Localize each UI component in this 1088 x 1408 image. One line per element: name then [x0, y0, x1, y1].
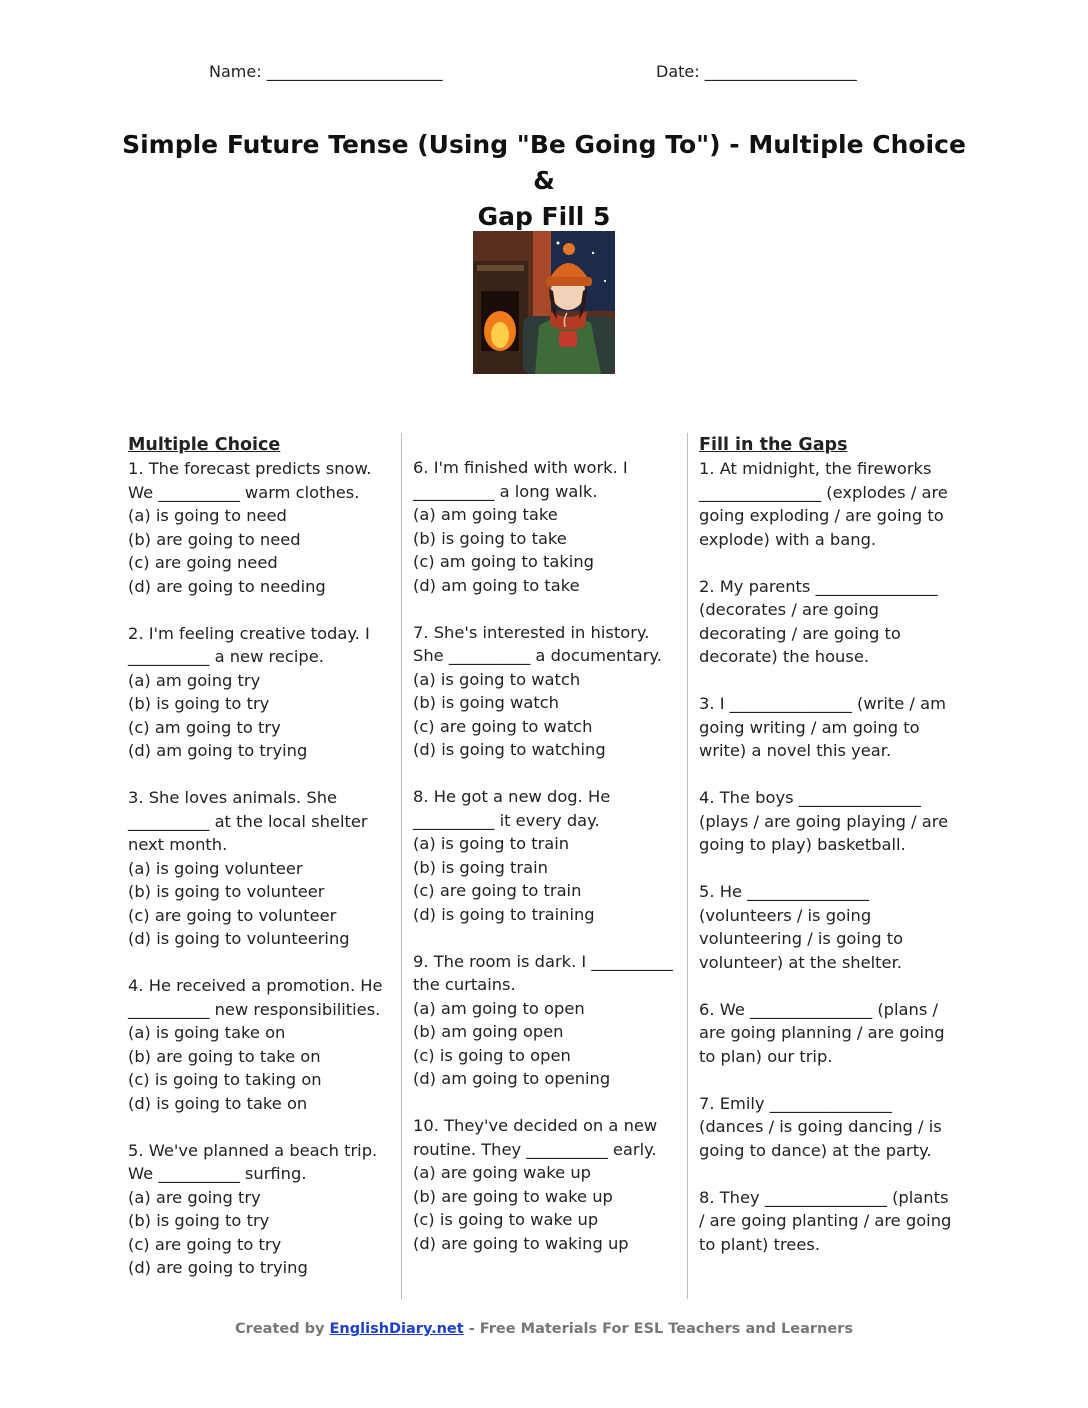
mc-q1-option-d: (d) are going to needing — [128, 576, 326, 596]
mc-q1-line-2: We __________ warm clothes. — [128, 482, 360, 502]
mc-q5-option-c: (c) are going to try — [128, 1234, 282, 1254]
footer-suffix: - Free Materials For ESL Teachers and Learners — [463, 1321, 853, 1337]
mc-q2-option-c: (c) am going to try — [128, 717, 281, 737]
mc-q7-line-1: 7. She's interested in history. — [413, 622, 650, 642]
mc-q8-option-d: (d) is going to training — [413, 904, 595, 924]
gf-q8-line-2: / are going planting / are going — [699, 1211, 952, 1230]
mc-q4-option-a: (a) is going take on — [128, 1023, 286, 1042]
mc-q7-option-c: (c) are going to watch — [413, 716, 593, 736]
mc-q4-line-1: 4. He received a promotion. He — [128, 976, 383, 995]
mc-question — [128, 974, 390, 1115]
mc-q3-line-2: __________ at the local shelter — [128, 811, 368, 831]
mc-q9-option-a: (a) am going to open — [413, 998, 585, 1018]
mc-q6-option-b: (b) is going to take — [413, 528, 567, 548]
column-divider — [401, 433, 402, 1299]
gf-q4-line-1: 4. The boys _______________ — [699, 788, 921, 807]
mc-q9-option-d: (d) am going to opening — [413, 1069, 611, 1088]
mc-q10-line-1: 10. They've decided on a new — [413, 1116, 658, 1135]
gf-q7-line-3: going to dance) at the party. — [699, 1140, 932, 1160]
mc-q3-option-c: (c) are going to volunteer — [128, 905, 337, 925]
mc-q4-option-c: (c) is going to taking on — [128, 1070, 322, 1089]
multiple-choice-column-2 — [413, 456, 675, 1279]
footer — [0, 1321, 1088, 1337]
mc-q1-option-a: (a) is going to need — [128, 506, 287, 525]
mc-q6-option-c: (c) am going to taking — [413, 552, 594, 571]
gf-q6-line-1: 6. We _______________ (plans / — [699, 999, 938, 1019]
mc-q6-option-a: (a) am going take — [413, 505, 558, 524]
mc-q6-line-2: __________ a long walk. — [413, 481, 598, 501]
mc-q4-option-d: (d) is going to take on — [128, 1093, 308, 1113]
englishdiary-link[interactable]: EnglishDiary.net — [329, 1321, 464, 1337]
mc-q3-line-3: next month. — [128, 835, 228, 854]
gf-q8-line-1: 8. They _______________ (plants — [699, 1187, 949, 1207]
mc-q8-option-a: (a) is going to train — [413, 834, 570, 853]
mc-q9-option-c: (c) is going to open — [413, 1045, 571, 1065]
gf-q2-line-4: decorate) the house. — [699, 647, 870, 666]
gf-q2-line-3: decorating / are going to — [699, 623, 901, 643]
gap-fill-question — [699, 1186, 961, 1257]
date-field-label: Date: ___________________ — [656, 62, 857, 81]
gap-fill-column — [699, 433, 961, 1280]
mc-q10-line-2: routine. They __________ early. — [413, 1139, 657, 1159]
gf-q5-line-2: (volunteers / is going — [699, 905, 872, 925]
mc-question — [128, 786, 390, 951]
gf-q5-line-4: volunteer) at the shelter. — [699, 952, 902, 972]
gap-fill-question — [699, 457, 961, 551]
mc-q6-option-d: (d) am going to take — [413, 575, 580, 595]
mc-q2-line-1: 2. I'm feeling creative today. I — [128, 623, 370, 643]
title-line-1: Simple Future Tense (Using "Be Going To") - Multiple Choice & — [122, 130, 966, 195]
mc-q3-option-a: (a) is going volunteer — [128, 858, 303, 878]
mc-q5-option-b: (b) is going to try — [128, 1211, 270, 1230]
mc-question — [413, 456, 675, 597]
mc-q4-line-2: __________ new responsibilities. — [128, 999, 381, 1019]
mc-question — [128, 457, 390, 598]
gf-q1-line-2: _______________ (explodes / are — [699, 482, 948, 502]
gap-fill-question — [699, 1092, 961, 1163]
mc-question — [413, 1114, 675, 1255]
mc-q8-option-c: (c) are going to train — [413, 881, 582, 900]
mc-question — [128, 1139, 390, 1280]
gap-fill-question — [699, 786, 961, 857]
mc-q3-option-d: (d) is going to volunteering — [128, 929, 350, 948]
gf-q3-line-1: 3. I _______________ (write / am — [699, 694, 946, 713]
mc-q2-option-d: (d) am going to trying — [128, 741, 308, 760]
mc-q8-line-2: __________ it every day. — [413, 810, 600, 830]
mc-q5-line-2: We __________ surfing. — [128, 1164, 307, 1183]
gf-q4-line-3: going to play) basketball. — [699, 835, 906, 854]
gf-q5-line-1: 5. He _______________ — [699, 882, 870, 901]
gf-q2-line-1: 2. My parents _______________ — [699, 576, 938, 596]
mc-q3-option-b: (b) is going to volunteer — [128, 882, 325, 901]
gap-fill-heading: Fill in the Gaps — [699, 435, 848, 455]
mc-q2-option-a: (a) am going try — [128, 670, 261, 690]
gap-fill-question — [699, 692, 961, 763]
mc-q5-option-d: (d) are going to trying — [128, 1258, 308, 1277]
gf-q4-line-2: (plays / are going playing / are — [699, 811, 949, 831]
mc-q1-option-c: (c) are going need — [128, 553, 278, 572]
title-line-2: Gap Fill 5 — [477, 202, 611, 231]
mc-q2-option-b: (b) is going to try — [128, 694, 270, 713]
gf-q7-line-1: 7. Emily _______________ — [699, 1093, 892, 1113]
multiple-choice-column-1 — [128, 433, 390, 1303]
gf-q1-line-1: 1. At midnight, the fireworks — [699, 459, 932, 478]
mc-q10-option-a: (a) are going wake up — [413, 1163, 591, 1182]
gf-q3-line-3: write) a novel this year. — [699, 741, 892, 760]
multiple-choice-heading: Multiple Choice — [128, 435, 281, 455]
mc-question — [413, 621, 675, 762]
mc-q9-line-1: 9. The room is dark. I __________ — [413, 951, 673, 971]
gf-q2-line-2: (decorates / are going — [699, 600, 879, 619]
mc-q1-line-1: 1. The forecast predicts snow. — [128, 459, 372, 478]
mc-q10-option-c: (c) is going to wake up — [413, 1210, 599, 1229]
mc-q4-option-b: (b) are going to take on — [128, 1046, 321, 1066]
mc-q6-line-1: 6. I'm finished with work. I — [413, 458, 628, 477]
gf-q7-line-2: (dances / is going dancing / is — [699, 1117, 942, 1136]
gap-fill-question — [699, 998, 961, 1069]
mc-q9-line-2: the curtains. — [413, 975, 516, 994]
illustration-girl-by-fireplace — [473, 231, 615, 374]
name-field-label: Name: ______________________ — [209, 62, 443, 81]
mc-question — [413, 950, 675, 1091]
mc-q3-line-1: 3. She loves animals. She — [128, 788, 338, 807]
mc-q10-option-b: (b) are going to wake up — [413, 1186, 613, 1206]
mc-q7-option-a: (a) is going to watch — [413, 669, 581, 689]
mc-q7-option-d: (d) is going to watching — [413, 740, 606, 759]
gap-fill-question — [699, 575, 961, 669]
gf-q1-line-4: explode) with a bang. — [699, 529, 877, 549]
header-row — [0, 62, 1088, 88]
mc-q9-option-b: (b) am going open — [413, 1022, 564, 1041]
mc-q8-line-1: 8. He got a new dog. He — [413, 787, 611, 806]
gf-q5-line-3: volunteering / is going to — [699, 929, 904, 948]
mc-q5-line-1: 5. We've planned a beach trip. — [128, 1140, 378, 1160]
footer-prefix: Created by — [235, 1321, 330, 1337]
gf-q1-line-3: going exploding / are going to — [699, 506, 944, 525]
mc-q10-option-d: (d) are going to waking up — [413, 1233, 629, 1253]
page-title — [120, 127, 968, 235]
mc-q8-option-b: (b) is going train — [413, 857, 548, 877]
gf-q8-line-3: to plant) trees. — [699, 1234, 820, 1254]
gf-q3-line-2: going writing / am going to — [699, 717, 920, 737]
gf-q6-line-2: are going planning / are going — [699, 1023, 945, 1042]
mc-q2-line-2: __________ a new recipe. — [128, 647, 324, 666]
gf-q6-line-3: to plan) our trip. — [699, 1046, 833, 1066]
gap-fill-question — [699, 880, 961, 974]
column-divider — [687, 433, 688, 1299]
mc-question — [128, 622, 390, 763]
mc-q7-line-2: She __________ a documentary. — [413, 646, 662, 665]
mc-question — [413, 785, 675, 926]
mc-q7-option-b: (b) is going watch — [413, 693, 559, 712]
mc-q1-option-b: (b) are going to need — [128, 529, 301, 549]
mc-q5-option-a: (a) are going try — [128, 1187, 261, 1207]
